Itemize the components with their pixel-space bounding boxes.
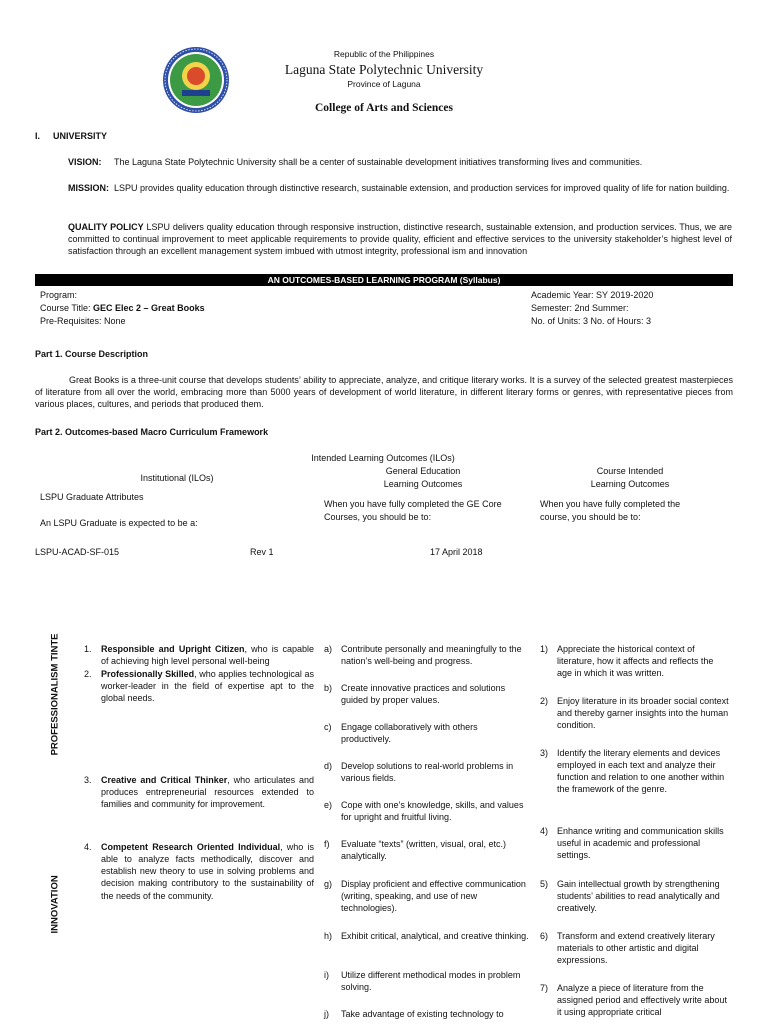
- ge-outcome-item: [324, 1008, 529, 1020]
- course-outcome-text: Appreciate the historical context of literature, how it affects and reflects the age in which it was written.: [557, 644, 714, 679]
- attribute-title: Creative and Critical Thinker: [101, 775, 228, 785]
- ge-outcome-text: Cope with one’s knowledge, skills, and values for upright and fruitful living.: [341, 800, 524, 823]
- ge-outcome-marker: b): [324, 683, 333, 693]
- university-name: Laguna State Polytechnic University: [284, 62, 484, 77]
- ge-outcome-text: Exhibit critical, analytical, and creative thinking.: [341, 931, 529, 941]
- course-title-value: GEC Elec 2 – Great Books: [93, 303, 205, 313]
- ge-outcome-item: [324, 838, 529, 862]
- attribute-item: [84, 774, 314, 810]
- attribute-item: [84, 841, 314, 902]
- ge-sub-1: When you have fully completed the GE Core: [324, 499, 502, 509]
- syllabus-banner: AN OUTCOMES-BASED LEARNING PROGRAM (Syllabus): [35, 274, 733, 286]
- course-outcome-marker: 1): [540, 644, 549, 654]
- ge-outcome-text: Utilize different methodical modes in problem solving.: [341, 970, 521, 993]
- ge-outcome-marker: a): [324, 644, 333, 654]
- quality-policy: [68, 221, 732, 257]
- prerequisites-line: Pre-Requisites: None: [40, 316, 126, 326]
- ge-outcome-text: Display proficient and effective communication (writing, speaking, and use of new technologies).: [341, 879, 526, 914]
- ge-outcome-item: [324, 930, 529, 942]
- mission-statement: [68, 182, 732, 194]
- course-ilo-header-2: Learning Outcomes: [590, 479, 670, 489]
- mission-label: MISSION:: [68, 183, 110, 193]
- ge-outcome-item: [324, 682, 529, 706]
- ge-outcome-item: [324, 969, 529, 993]
- ge-outcome-text: Engage collaboratively with others productively.: [341, 722, 478, 745]
- course-outcome-marker: 3): [540, 748, 549, 758]
- graduate-attributes-label: LSPU Graduate Attributes: [40, 492, 144, 502]
- ge-outcome-marker: f): [324, 839, 330, 849]
- attribute-text: , who is able to analyze facts methodically, discover and establish new theory to use in solving problems and decision making contributory to the sustainability of the needs of the community.: [101, 842, 314, 901]
- course-outcome-item: [540, 982, 730, 1018]
- course-outcome-marker: 4): [540, 826, 549, 836]
- course-outcome-item: [540, 930, 730, 966]
- ge-outcome-text: Create innovative practices and solutions guided by proper values.: [341, 683, 506, 706]
- course-outcome-item: [540, 695, 730, 731]
- part2-title: Part 2. Outcomes-based Macro Curriculum Framework: [35, 427, 269, 437]
- revision: Rev 1: [250, 547, 274, 557]
- course-outcome-text: Identify the literary elements and devices employed in each text and analyze their function and relation to one another within the framework of the genre.: [557, 748, 725, 795]
- college-name: College of Arts and Sciences: [315, 102, 453, 114]
- ge-sub-2: Courses, you should be to:: [324, 512, 432, 522]
- ge-outcome-text: Contribute personally and meaningfully to the nation’s well-being and progress.: [341, 644, 522, 667]
- attribute-number: 2.: [84, 669, 92, 679]
- ge-outcome-text: Evaluate “texts” (written, visual, oral, etc.) analytically.: [341, 839, 507, 862]
- attribute-number: 1.: [84, 644, 92, 654]
- attribute-number: 3.: [84, 775, 92, 785]
- ge-outcome-marker: i): [324, 970, 329, 980]
- revision-date: 17 April 2018: [430, 547, 483, 557]
- course-outcome-marker: 7): [540, 983, 549, 993]
- course-outcome-item: [540, 825, 730, 861]
- ge-outcome-marker: g): [324, 879, 333, 889]
- course-outcome-marker: 2): [540, 696, 549, 706]
- units-hours: No. of Units: 3 No. of Hours: 3: [531, 316, 652, 326]
- ge-outcome-marker: c): [324, 722, 332, 732]
- course-outcome-text: Enhance writing and communication skills useful in academic and professional settings.: [557, 826, 724, 861]
- vision-text: The Laguna State Polytechnic University shall be a center of sustainable development initiatives transforming lives and communities.: [114, 157, 643, 167]
- ge-outcome-text: Develop solutions to real-world problems in various fields.: [341, 761, 514, 784]
- vision-statement: [68, 156, 732, 168]
- professionalism-side-label: PROFESSIONALISM TINTE: [49, 633, 61, 756]
- course-outcome-text: Gain intellectual growth by strengthening students’ abilities to read analytically and creatively.: [557, 879, 720, 914]
- course-sub-1: When you have fully completed the: [540, 499, 681, 509]
- mission-text: LSPU provides quality education through distinctive research, sustainable extension, and production services for improved quality of life for nation building.: [114, 183, 730, 193]
- ge-outcome-marker: h): [324, 931, 333, 941]
- ge-outcome-marker: e): [324, 800, 333, 810]
- institutional-ilos-header: Institutional (ILOs): [140, 473, 214, 483]
- vision-label: VISION:: [68, 157, 102, 167]
- ge-outcome-marker: d): [324, 761, 333, 771]
- ilo-header: Intended Learning Outcomes (ILOs): [311, 453, 455, 463]
- course-title-label: Course Title:: [40, 303, 94, 313]
- attribute-text: , who articulates and produces entrepreneurial resources extended to families and community for improvement.: [101, 775, 315, 810]
- ge-outcome-text: Take advantage of existing technology to: [341, 1009, 504, 1019]
- course-outcome-item: [540, 878, 730, 914]
- quality-label: QUALITY POLICY: [68, 222, 144, 232]
- attribute-title: Competent Research Oriented Individual: [101, 842, 281, 852]
- course-description: Great Books is a three-unit course that develops students’ ability to appreciate, analyze, and critique literary works. It is a survey of the selected greatest masterpieces of literature from all over the world, embracing more than 5000 years of development of world literature, in different literary forms or genres, with representative pieces from various places, cultures, and periods that produced them.: [35, 375, 733, 410]
- course-outcome-text: Enjoy literature in its broader social context and thereby garner insights into the human condition.: [557, 696, 729, 731]
- graduate-expected-label: An LSPU Graduate is expected to be a:: [40, 518, 198, 528]
- course-outcome-item: [540, 643, 730, 679]
- attribute-text: , who applies technological as worker-leader in the field of expertise apt to the global needs.: [101, 669, 315, 704]
- attribute-text: , who is capable of achieving high level personal well-being: [101, 644, 314, 667]
- semester: Semester: 2nd Summer:: [531, 303, 629, 313]
- quality-text: LSPU delivers quality education through responsive instruction, distinctive research, sustainable extension, and production services. Thus, we are committed to continual improvement to meet applicable requirements to provide quality, efficient and effective services to the university stakeholder’s highest level of satisfaction through an excellent management system imbued with utmost integrity, professional ism and innovation: [68, 222, 732, 257]
- attribute-title: Responsible and Upright Citizen: [101, 644, 245, 654]
- ge-outcome-item: [324, 799, 529, 823]
- course-outcome-text: Analyze a piece of literature from the assigned period and effectively write about it using appropriate critical: [557, 983, 727, 1018]
- course-outcome-item: [540, 747, 730, 796]
- course-title-line: [40, 302, 205, 314]
- ge-outcome-item: [324, 643, 529, 667]
- form-code: LSPU-ACAD-SF-015: [35, 547, 120, 557]
- ge-outcome-marker: j): [324, 1009, 329, 1019]
- course-outcome-text: Transform and extend creatively literary materials to other artistic and digital expressions.: [557, 931, 715, 966]
- ge-header-2: Learning Outcomes: [383, 479, 463, 489]
- attribute-number: 4.: [84, 842, 92, 852]
- republic-line: Republic of the Philippines: [333, 49, 435, 59]
- part1-title: Part 1. Course Description: [35, 349, 149, 359]
- ge-outcome-item: [324, 760, 529, 784]
- attribute-item: [84, 643, 314, 667]
- province-line: Province of Laguna: [347, 79, 421, 89]
- innovation-side-label: INNOVATION: [49, 875, 61, 934]
- course-outcome-marker: 5): [540, 879, 549, 889]
- section-number: I.: [35, 131, 41, 141]
- course-outcome-marker: 6): [540, 931, 549, 941]
- program-line: Program:: [40, 290, 78, 300]
- course-ilo-header-1: Course Intended: [596, 466, 664, 476]
- attribute-title: Professionally Skilled: [101, 669, 195, 679]
- ge-header-1: General Education: [385, 466, 461, 476]
- attribute-item: [84, 668, 314, 704]
- course-sub-2: course, you should be to:: [540, 512, 641, 522]
- academic-year: Academic Year: SY 2019-2020: [531, 290, 654, 300]
- ge-outcome-item: [324, 878, 529, 914]
- ge-outcome-item: [324, 721, 529, 745]
- section-title: UNIVERSITY: [53, 131, 108, 141]
